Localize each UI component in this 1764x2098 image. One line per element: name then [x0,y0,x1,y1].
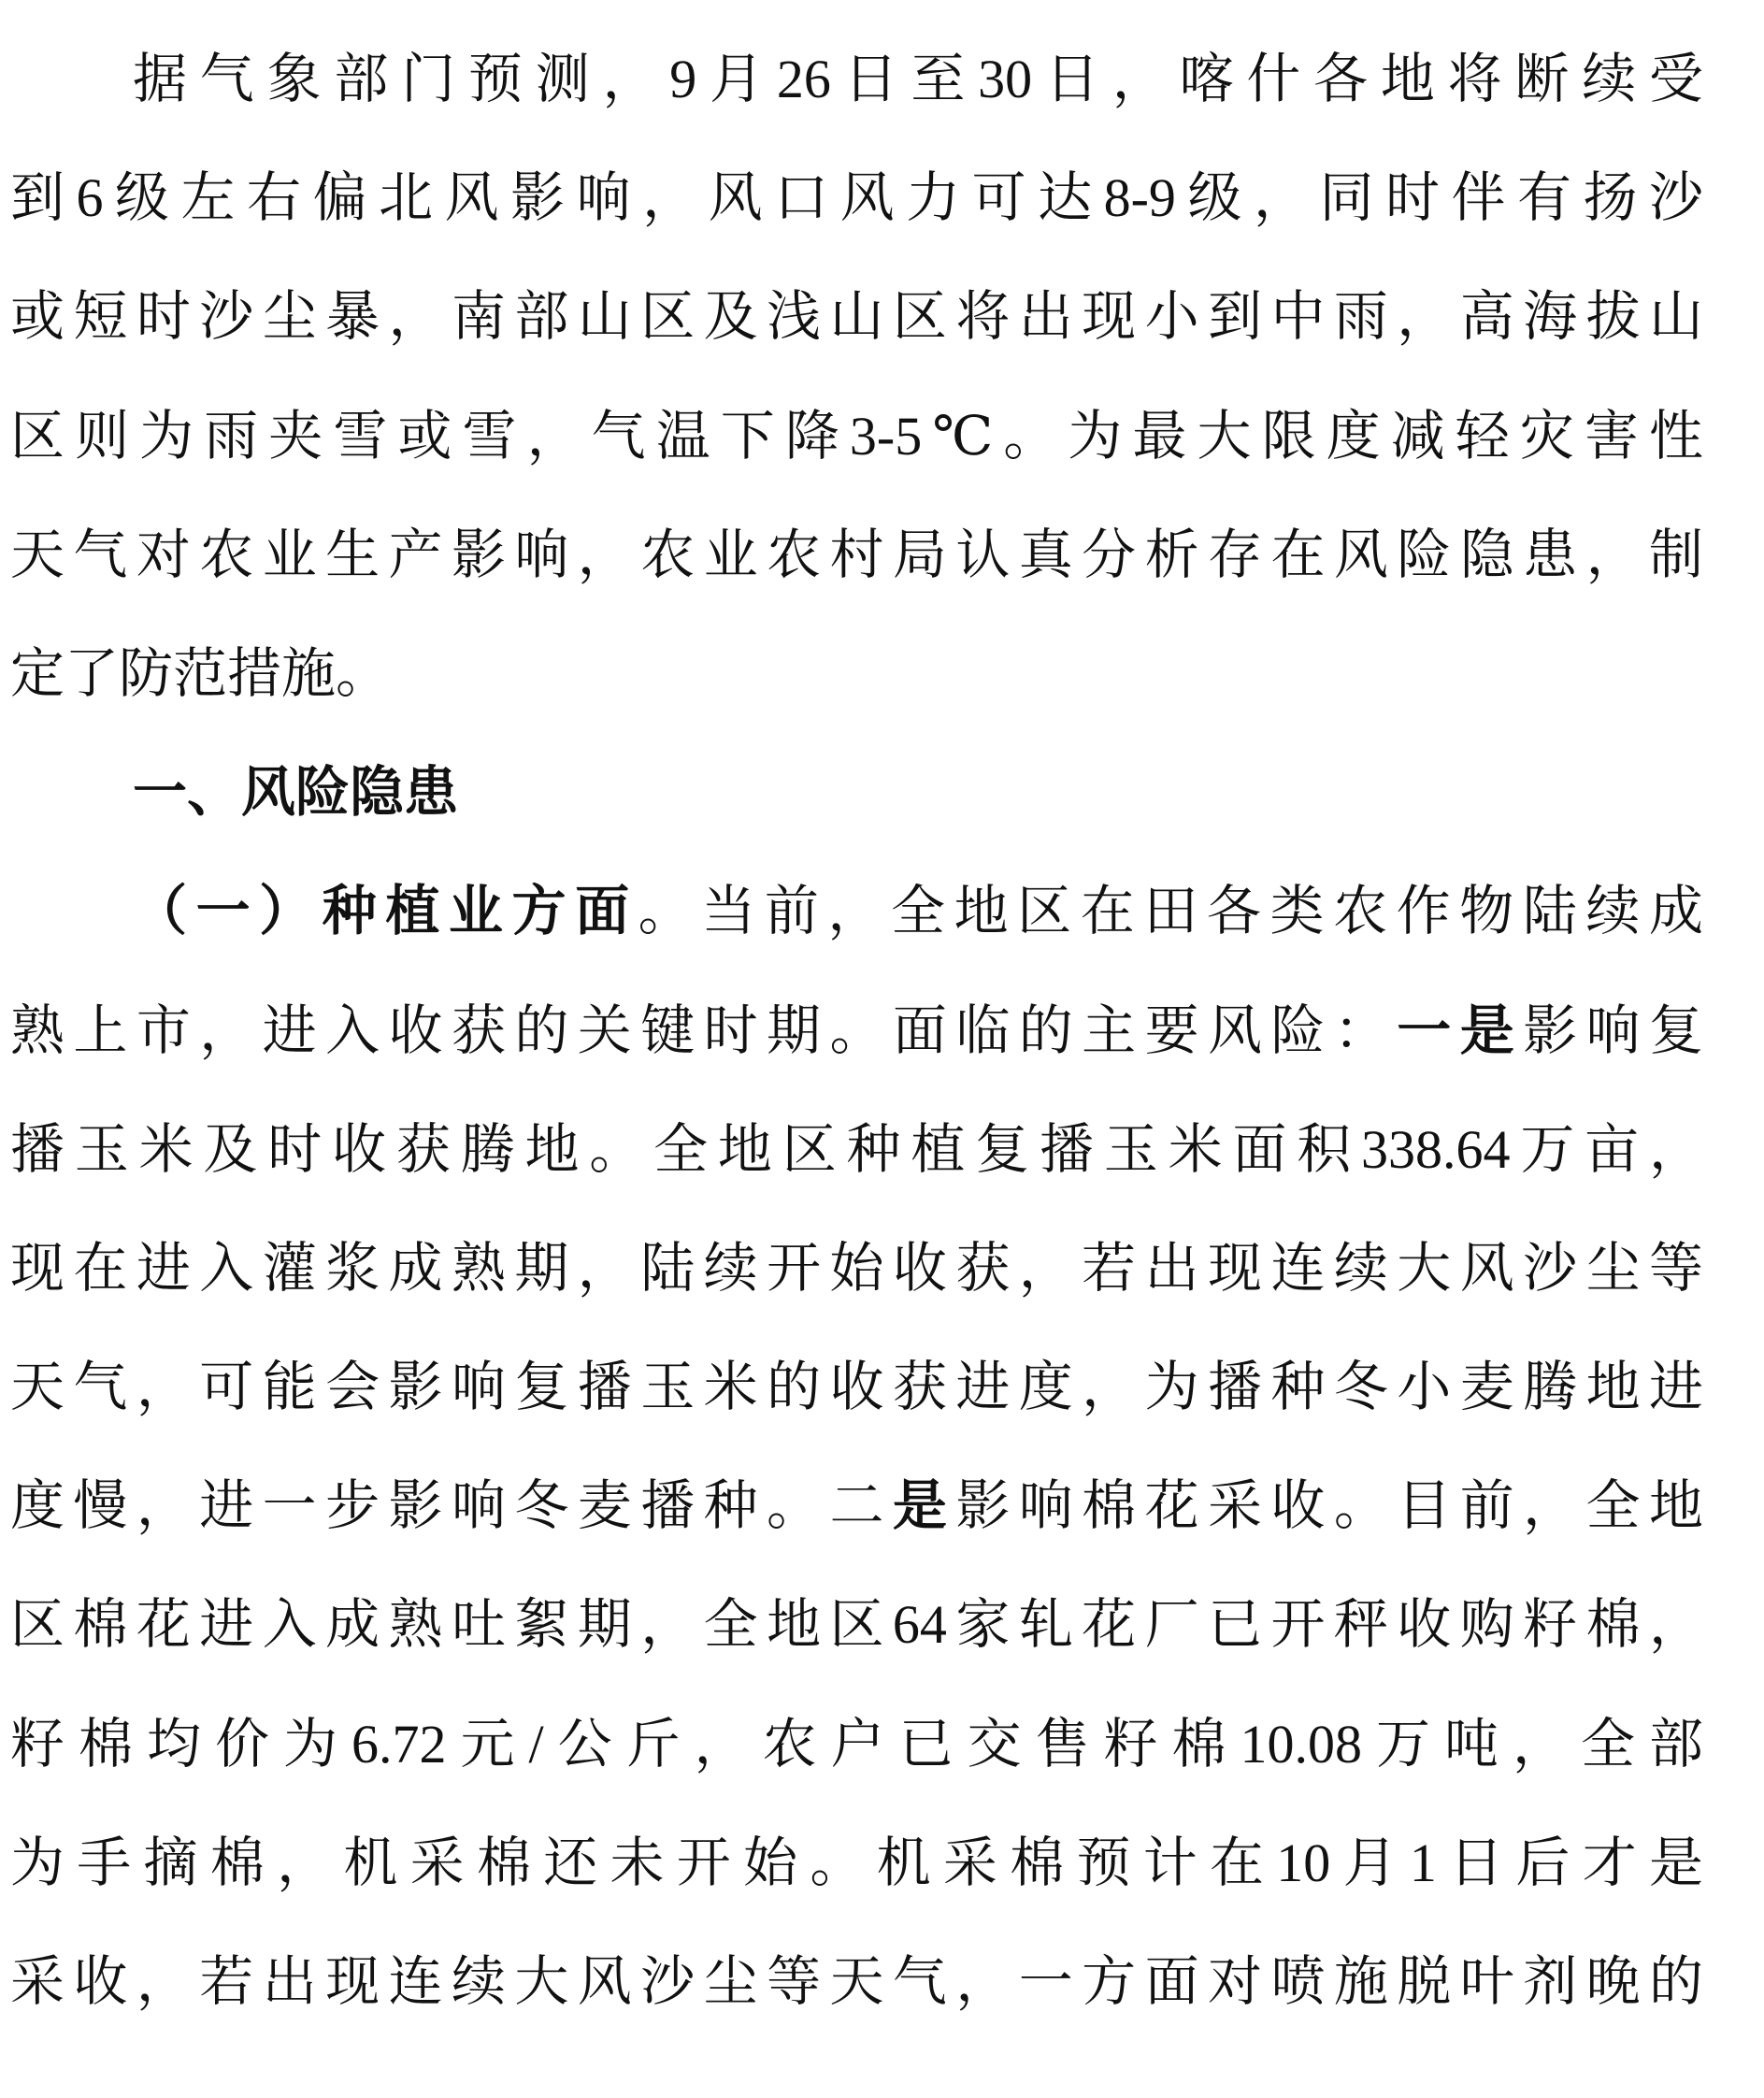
paragraph-1-line-4: 区则为雨夹雪或雪，气温下降3-5℃。为最大限度减轻灾害性 [10,405,1703,467]
paragraph-2-line-2 [10,971,1703,1090]
paragraph-2-line-7: 区棉花进入成熟吐絮期，全地区64家轧花厂已开秤收购籽棉， [10,1594,1703,1656]
subsection-title: （一）种植业方面 [133,881,638,942]
paragraph-1-line-3: 或短时沙尘暴，南部山区及浅山区将出现小到中雨，高海拔山 [10,286,1703,348]
paragraph-1-line-5: 天气对农业生产影响，农业农村局认真分析存在风险隐患，制 [10,524,1703,585]
paragraph-2-line-1-text: 。当前，全地区在田各类农作物陆续成 [638,881,1703,942]
section-heading: 一、风险隐患 [133,762,459,824]
paragraph-2-line-1 [10,852,1703,970]
paragraph-2-line-6-text-after: 影响棉花采收。目前，全地 [955,1475,1703,1537]
paragraph-2-line-2-text-before: 熟上市，进入收获的关键时期。面临的主要风险： [10,999,1398,1061]
paragraph-2-line-6-emphasis: 是 [892,1475,956,1537]
paragraph-2-line-2-emphasis: 一是 [1397,999,1524,1061]
paragraph-2-line-2-text-after: 影响复 [1523,999,1703,1061]
paragraph-1-line-1: 据气象部门预测，9月26日至30日，喀什各地将断续受 [133,49,1703,109]
paragraph-2-line-6-text-before: 度慢，进一步影响冬麦播种。二 [10,1475,893,1537]
paragraph-1-line-2: 到6级左右偏北风影响，风口风力可达8-9级，同时伴有扬沙 [10,167,1703,229]
paragraph-2-line-10: 采收，若出现连续大风沙尘等天气，一方面对喷施脱叶剂晚的 [10,1951,1703,2012]
paragraph-2-line-5: 天气，可能会影响复播玉米的收获进度，为播种冬小麦腾地进 [10,1357,1703,1418]
paragraph-1-line-6: 定了防范措施。 [10,642,391,704]
paragraph-2-line-6 [10,1446,1703,1565]
paragraph-2-line-3: 播玉米及时收获腾地。全地区种植复播玉米面积338.64万亩， [10,1118,1703,1180]
paragraph-2-line-4: 现在进入灌浆成熟期，陆续开始收获，若出现连续大风沙尘等 [10,1237,1703,1299]
document-body [10,20,1703,2041]
paragraph-2-line-9: 为手摘棉，机采棉还未开始。机采棉预计在10月1日后才是 [10,1832,1703,1893]
paragraph-2-line-8: 籽棉均价为6.72元/公斤，农户已交售籽棉10.08万吨，全部 [10,1713,1703,1775]
